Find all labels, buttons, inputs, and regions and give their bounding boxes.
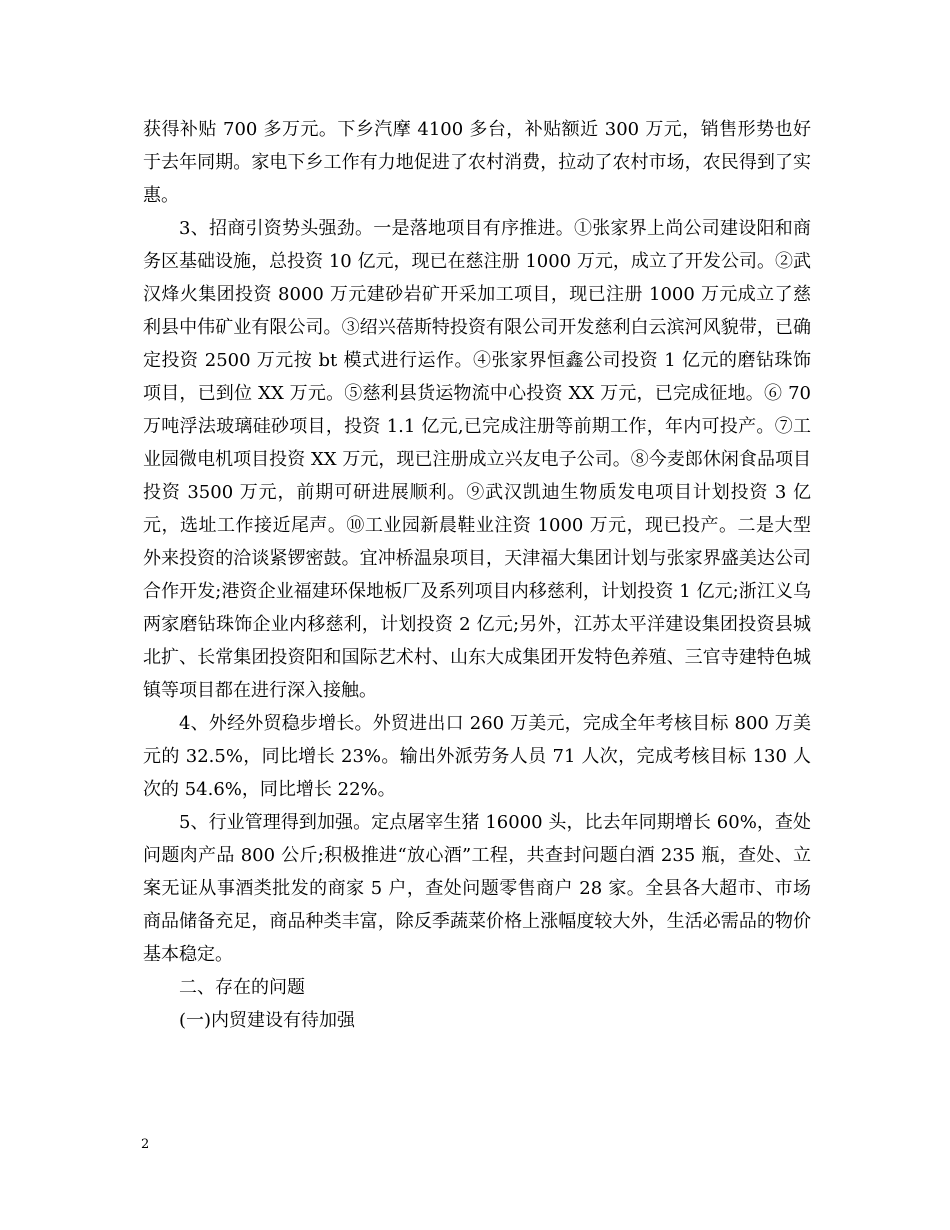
- page-number: 2: [141, 1137, 150, 1152]
- paragraph-foreign-trade: 4、外经外贸稳步增长。外贸进出口 260 万美元，完成全年考核目标 800 万美元的 32.5%，同比增长 23%。输出外派劳务人员 71 人次，完成考核目标 130 人次的 54.6%，同比增长 22%。: [143, 713, 811, 800]
- paragraph-subsidy-continuation: 获得补贴 700 多万元。下乡汽摩 4100 多台，补贴额近 300 万元，销售形势也好于去年同期。家电下乡工作有力地促进了农村消费，拉动了农村市场，农民得到了实惠。: [143, 119, 811, 206]
- paragraph-industry-management: 5、行业管理得到加强。定点屠宰生猪 16000 头，比去年同期增长 60%，查处问题肉产品 800 公斤;积极推进“放心酒”工程，共查封问题白酒 235 瓶，查处、立案无证从事酒类批发的商家 5 户，查处问题零售商户 28 家。全县各大超市、市场商品储备充足，商品种类丰富，除反季蔬菜价格上涨幅度较大外，生活必需品的物价基本稳定。: [143, 812, 811, 965]
- paragraph-investment-attraction: 3、招商引资势头强劲。一是落地项目有序推进。①张家界上尚公司建设阳和商务区基础设施，总投资 10 亿元，现已在慈注册 1000 万元，成立了开发公司。②武汉烽火集团投资 8000 万元建砂岩矿开采加工项目，现已注册 1000 万元成立了慈利县中伟矿业有限公司。③绍兴蓓斯特投资有限公司开发慈利白云滨河风貌带，已确定投资 2500 万元按 bt 模式进行运作。④张家界恒鑫公司投资 1 亿元的磨钻珠饰项目，已到位 XX 万元。⑤慈利县货运物流中心投资 XX 万元，已完成征地。⑥ 70 万吨浮法玻璃硅砂项目，投资 1.1 亿元,已完成注册等前期工作，年内可投产。⑦工业园微电机项目投资 XX 万元，现已注册成立兴友电子公司。⑧今麦郎休闲食品项目投资 3500 万元，前期可研进展顺利。⑨武汉凯迪生物质发电项目计划投资 3 亿元，选址工作接近尾声。⑩工业园新晨鞋业注资 1000 万元，现已投产。二是大型外来投资的洽谈紧锣密鼓。宜冲桥温泉项目，天津福大集团计划与张家界盛美达公司合作开发;港资企业福建环保地板厂及系列项目内移慈利，计划投资 1 亿元;浙江义乌两家磨钻珠饰企业内移慈利，计划投资 2 亿元;另外，江苏太平洋建设集团投资县城北扩、长常集团投资阳和国际艺术村、山东大成集团开发特色养殖、三官寺建特色城镇等项目都在进行深入接触。: [143, 218, 811, 701]
- section-heading-existing-problems: 二、存在的问题: [179, 977, 305, 998]
- document-body: [143, 113, 811, 1037]
- subsection-heading-domestic-trade: (一)内贸建设有待加强: [179, 1010, 356, 1031]
